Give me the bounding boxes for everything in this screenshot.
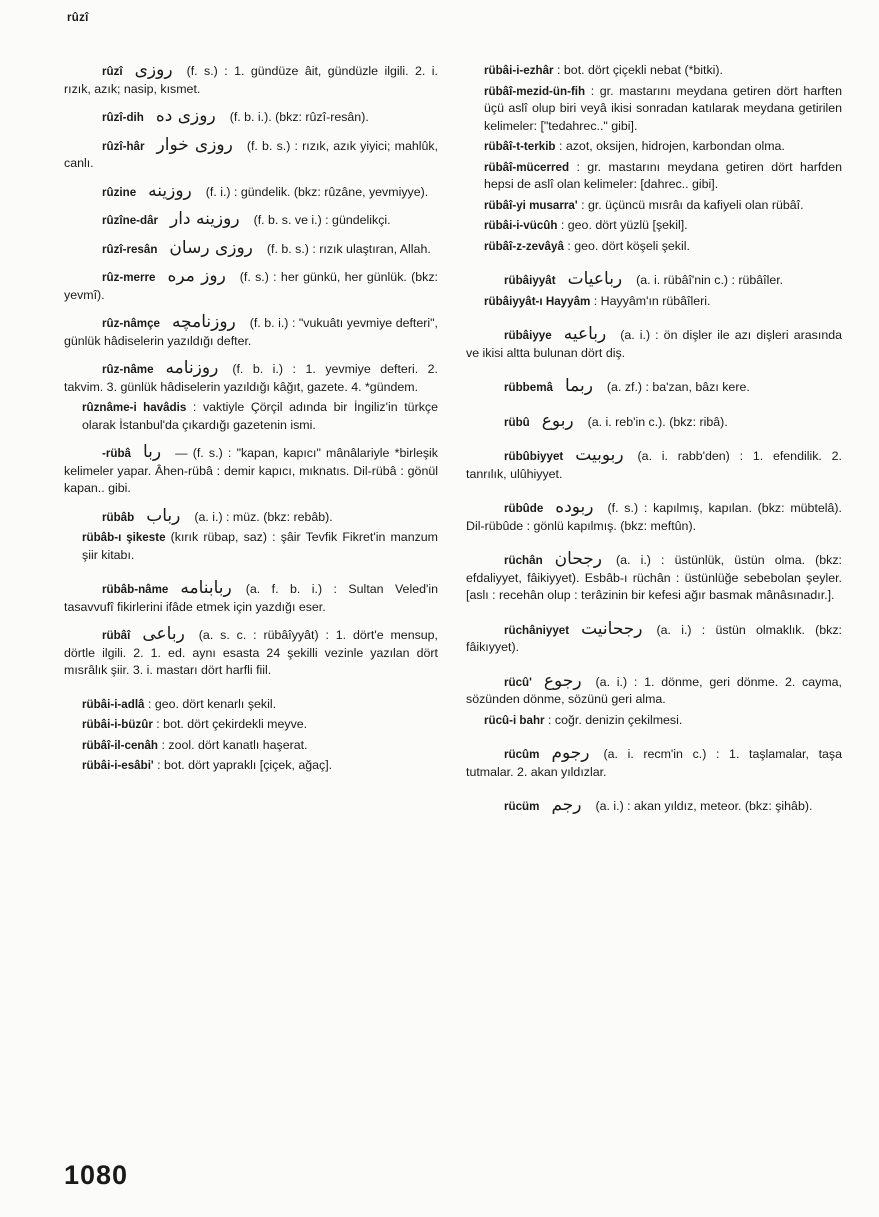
entry-arabic-script: روز مره bbox=[167, 266, 226, 286]
entry-definition: (a. i. rübâî'nin c.) : rübâîler. bbox=[636, 273, 784, 287]
entry-headword: rübû bbox=[504, 415, 530, 429]
entry-definition: : zool. dört kanatlı haşerat. bbox=[161, 737, 308, 752]
entry-arabic-script: روزینه دار bbox=[170, 209, 240, 229]
dictionary-entry bbox=[466, 293, 842, 311]
entry-headword: rübâi-i-ezhâr bbox=[484, 64, 554, 77]
entry-arabic-script: روزی رسان bbox=[169, 237, 253, 258]
entry-headword: rûz-nâme bbox=[102, 363, 154, 376]
entry-headword: rübâb-ı şikeste bbox=[82, 531, 166, 544]
entry-arabic-script: رجحان bbox=[554, 549, 603, 569]
dictionary-entry bbox=[466, 197, 842, 215]
entry-arabic-script: ربابنامه bbox=[180, 578, 232, 598]
entry-headword: rûzî-resân bbox=[102, 242, 158, 256]
entry-definition: : coğr. denizin çekilmesi. bbox=[548, 712, 683, 727]
entry-arabic-script: رباعی bbox=[142, 624, 185, 644]
entry-headword: rûz-nâmçe bbox=[102, 317, 160, 330]
entry-definition: — (f. s.) : "kapan, kapıcı" mânâlariyle *birleşik kelimeler yapar. Âhen-rübâ : demir kapıcı, mıknatıs. Dil-rübâ : gönül kapan.. gibi. bbox=[64, 446, 438, 495]
dictionary-entry bbox=[64, 399, 438, 434]
dictionary-entry bbox=[64, 268, 438, 304]
entry-headword: rübâb-nâme bbox=[102, 583, 169, 596]
entry-arabic-script: رجوع bbox=[543, 670, 582, 691]
entry-definition: : geo. dört yüzlü [şekil]. bbox=[560, 218, 688, 232]
right-column bbox=[466, 62, 842, 826]
entry-headword: rübâiyye bbox=[504, 329, 552, 342]
dictionary-entry bbox=[64, 108, 438, 127]
entry-arabic-script: رجوم bbox=[551, 743, 590, 763]
entry-definition: (a. i.) : 1. dönme, geri dönme. 2. cayma, sözünden dönme, sözünü geri alma. bbox=[466, 674, 842, 706]
entry-arabic-script: رجحانیت bbox=[581, 618, 643, 639]
entry-headword: rûzine bbox=[102, 185, 137, 199]
dictionary-entry bbox=[64, 314, 438, 350]
entry-arabic-script: ربما bbox=[564, 376, 593, 396]
dictionary-entry bbox=[64, 360, 438, 396]
entry-arabic-script: رباعیه bbox=[563, 324, 607, 344]
dictionary-entry bbox=[64, 211, 438, 230]
entry-definition: : Hayyâm'ın rübâîleri. bbox=[593, 293, 711, 308]
entry-definition: (f. b. i.) : "vukuâtı yevmiye defteri", günlük hâdiselerin yazıldığı defter. bbox=[64, 316, 438, 348]
entry-definition: (a. s. c. : rübâîyyât) : 1. dört'e mensup, dörtle ilgili. 2. 1. ed. aynı esasta 24 şekilli vezinle yazılan dört mısrâlık şiir. 3. i. mastarı dört harfli fiil. bbox=[64, 628, 438, 677]
dictionary-entry bbox=[64, 696, 438, 714]
dictionary-entry bbox=[466, 499, 842, 535]
dictionary-entry bbox=[64, 529, 438, 564]
dictionary-entry bbox=[64, 444, 438, 498]
dictionary-entry bbox=[466, 378, 842, 397]
dictionary-entry bbox=[64, 716, 438, 734]
entry-arabic-script: رباعیات bbox=[567, 269, 623, 289]
entry-definition: (a. zf.) : ba'zan, bâzı kere. bbox=[606, 380, 750, 394]
entry-definition: (a. f. b. i.) : Sultan Veled'in tasavvufî fikirlerini ifâde etmek için yazdığı eser. bbox=[64, 582, 438, 614]
entry-arabic-script: روزنامچه bbox=[172, 312, 236, 332]
entry-headword: rücû-i bahr bbox=[484, 713, 545, 727]
entry-headword: rübâî-mücerred bbox=[484, 160, 570, 174]
entry-headword: rübâiyyât bbox=[504, 274, 556, 287]
entry-headword: rübâî bbox=[102, 629, 131, 642]
entry-definition: : gr. üçüncü mısrâı da kafiyeli olan rübâî. bbox=[581, 197, 804, 212]
entry-arabic-script: روزی bbox=[134, 60, 173, 80]
entry-arabic-script: ربوده bbox=[555, 497, 594, 517]
entry-definition: : geo. dört köşeli şekil. bbox=[567, 238, 690, 253]
dictionary-entry bbox=[466, 551, 842, 605]
entry-arabic-script: ربوبیت bbox=[575, 445, 624, 465]
entry-headword: rûzî bbox=[102, 65, 123, 78]
entry-arabic-script: روزی ده bbox=[155, 106, 216, 126]
entry-definition: (f. i.) : gündelik. (bkz: rûzâne, yevmiyye). bbox=[205, 184, 429, 199]
entry-arabic-script: روزینه bbox=[148, 180, 192, 201]
dictionary-entry bbox=[466, 83, 842, 136]
entry-definition: (f. b. s.) : rızık ulaştıran, Allah. bbox=[266, 241, 431, 256]
dictionary-entry bbox=[64, 757, 438, 775]
entry-definition: (f. b. s. ve i.) : gündelikçi. bbox=[253, 213, 391, 227]
dictionary-entry bbox=[466, 217, 842, 235]
entry-definition: (f. s.) : 1. gündüze âit, gündüzle ilgili. 2. i. rızık, azık; nasip, kısmet. bbox=[64, 64, 438, 96]
entry-definition: (f. b. s.) : rızık, azık yiyici; mahlûk, canlı. bbox=[64, 138, 439, 170]
dictionary-entry bbox=[64, 737, 438, 755]
entry-headword: rûznâme-i havâdis bbox=[82, 401, 187, 414]
entry-arabic-script: ربوع bbox=[541, 410, 574, 431]
dictionary-entry bbox=[466, 447, 842, 483]
entry-headword: rübâi-i-adlâ bbox=[82, 697, 145, 711]
entry-headword: rûz-merre bbox=[102, 271, 156, 284]
running-head: rûzî bbox=[67, 12, 89, 24]
entry-arabic-script: روزنامه bbox=[165, 358, 219, 378]
dictionary-entry bbox=[64, 134, 439, 173]
dictionary-entry bbox=[64, 505, 438, 527]
entry-definition: (a. i.) : müz. (bkz: rebâb). bbox=[194, 509, 333, 524]
dictionary-entry bbox=[466, 712, 842, 730]
entry-arabic-script: روزی خوار bbox=[156, 134, 233, 155]
entry-definition: : bot. dört çekirdekli meyve. bbox=[156, 717, 308, 731]
dictionary-entry bbox=[64, 237, 438, 259]
entry-definition: (f. b. i.) : 1. yevmiye defteri. 2. takvim. 3. günlük hâdiselerin yazıldığı kâğıt, gazete. 4. *gündem. bbox=[64, 362, 438, 394]
entry-definition: (a. i.) : üstün olmaklık. (bkz: fâikıyyet). bbox=[466, 622, 842, 654]
entry-headword: rüchâniyyet bbox=[504, 623, 570, 637]
dictionary-entry bbox=[466, 410, 842, 432]
dictionary-entry bbox=[64, 62, 438, 98]
entry-definition: (a. i. rabb'den) : 1. efendilik. 2. tanrılık, ulûhiyyet. bbox=[466, 449, 842, 481]
dictionary-entry bbox=[64, 626, 438, 680]
entry-definition: (a. i.) : ön dişler ile azı dişleri arasında ve ikisi altta bulunan dört diş. bbox=[466, 328, 842, 360]
entry-definition: : bot. dört yapraklı [çiçek, ağaç]. bbox=[157, 758, 333, 772]
left-column bbox=[64, 62, 438, 785]
dictionary-entry bbox=[466, 326, 842, 362]
entry-definition: (f. b. i.). (bkz: rûzî-resân). bbox=[229, 110, 369, 124]
entry-headword: rübûbiyyet bbox=[504, 450, 564, 463]
entry-definition: (f. s.) : her günkü, her günlük. (bkz: yevmî). bbox=[64, 270, 438, 302]
entry-definition: (kırık rübap, saz) : şâir Tevfik Fikret'in manzum şiir kitabı. bbox=[82, 530, 438, 562]
entry-headword: rübâi-i-esâbi' bbox=[82, 759, 154, 772]
entry-definition: : azot, oksijen, hidrojen, karbondan olma. bbox=[558, 139, 785, 153]
dictionary-entry bbox=[466, 745, 842, 781]
dictionary-entry bbox=[466, 238, 842, 256]
entry-headword: rücüm bbox=[504, 800, 540, 813]
entry-headword: rüchân bbox=[504, 554, 543, 567]
entry-headword: rücû' bbox=[504, 675, 532, 689]
entry-headword: rübbemâ bbox=[504, 381, 553, 394]
dictionary-entry bbox=[64, 580, 438, 616]
entry-headword: rûzî-hâr bbox=[102, 139, 145, 153]
entry-headword: rübâiyyât-ı Hayyâm bbox=[484, 294, 591, 308]
entry-headword: rübâî-il-cenâh bbox=[82, 738, 159, 752]
entry-definition: : gr. mastarını meydana getiren dört harften üçü aslî olup biri veyâ ikisi sonradan katılarak meydana getirilen kelimeler: ["tedahrec.." gibi]. bbox=[484, 83, 842, 133]
entry-definition: (a. i.) : akan yıldız, meteor. (bkz: şihâb). bbox=[595, 799, 813, 813]
entry-headword: rücûm bbox=[504, 748, 540, 761]
entry-headword: rübâb bbox=[102, 510, 135, 524]
entry-headword: -rübâ bbox=[102, 447, 131, 460]
dictionary-entry bbox=[466, 62, 842, 80]
entry-headword: rübûde bbox=[504, 502, 544, 515]
dictionary-entry bbox=[466, 271, 842, 290]
dictionary-entry bbox=[64, 180, 438, 202]
entry-definition: (f. s.) : kapılmış, kapılan. (bkz: mübtelâ). Dil-rübûde : gönlü kapılmış. (bkz: meftûn). bbox=[466, 501, 842, 533]
entry-headword: rübâî-mezid-ün-fih bbox=[484, 84, 586, 98]
dictionary-entry bbox=[466, 797, 842, 816]
entry-definition: : geo. dört kenarlı şekil. bbox=[147, 696, 277, 711]
entry-headword: rübâî-yi musarra' bbox=[484, 198, 578, 212]
dictionary-entry bbox=[466, 159, 842, 194]
dictionary-entry bbox=[466, 138, 842, 156]
entry-definition: (a. i. recm'in c.) : 1. taşlamalar, taşa tutmalar. 2. akan yıldızlar. bbox=[466, 747, 842, 779]
entry-arabic-script: ربا bbox=[142, 442, 162, 462]
entry-headword: rübâi-i-büzûr bbox=[82, 718, 153, 731]
entry-arabic-script: رباب bbox=[146, 505, 181, 526]
entry-definition: : gr. mastarını meydana getiren dört harfden hepsi de aslî olan kelimeler: [dahrec.. gibi]. bbox=[484, 159, 842, 191]
page-number: 1080 bbox=[64, 1160, 129, 1190]
entry-headword: rübâî-t-terkib bbox=[484, 140, 556, 153]
dictionary-entry bbox=[466, 670, 842, 709]
entry-arabic-script: رجم bbox=[551, 795, 582, 815]
entry-headword: rûzîne-dâr bbox=[102, 214, 159, 227]
entry-definition: (a. i. reb'in c.). (bkz: ribâ). bbox=[587, 414, 728, 429]
dictionary-entry bbox=[466, 618, 842, 657]
entry-definition: : vaktiyle Çörçil adında bir İngiliz'in türkçe olarak İstanbul'da çıkardığı gazetenin ismi. bbox=[82, 400, 438, 432]
entry-headword: rübâî-z-zevâyâ bbox=[484, 239, 564, 253]
entry-definition: : bot. dört çiçekli nebat (*bitki). bbox=[557, 63, 723, 77]
entry-definition: (a. i.) : üstünlük, üstün olma. (bkz: efdaliyyet, fâikiyyet). Esbâb-ı rüchân : üstünlüğe sebebolan şeyler. [aslı : recehân olup : terâzinin bir kefesi ağır basmak mânâsınadır.]. bbox=[466, 553, 842, 602]
entry-headword: rübâi-i-vücûh bbox=[484, 219, 558, 232]
entry-headword: rûzî-dih bbox=[102, 111, 144, 124]
